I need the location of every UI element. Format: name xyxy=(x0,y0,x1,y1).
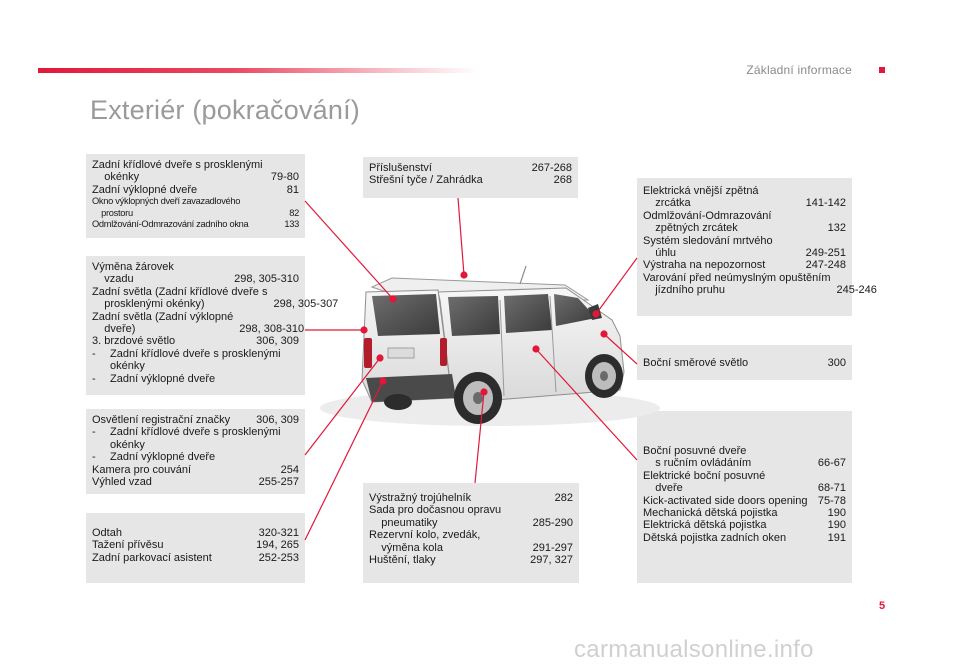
entry-text: Zadní světla (Zadní křídlové dveře s prosklenými okénky) xyxy=(92,285,268,311)
entry-text: Okno výklopných dveří zavazadlového prostoru xyxy=(92,196,241,218)
rear-window xyxy=(372,294,440,336)
entry-page-ref: 190 xyxy=(827,519,846,532)
sub-entry-text: Zadní výklopné dveře xyxy=(110,451,216,464)
watermark: carmanualsonline.info xyxy=(574,636,814,663)
entry-page-ref: 190 xyxy=(827,507,846,520)
entry-page-ref: 247-248 xyxy=(805,259,846,272)
entry-text: Zadní výklopné dveře xyxy=(92,183,198,196)
entry-text: Tažení přívěsu xyxy=(92,539,164,552)
entry-text: Huštění, tlaky xyxy=(369,554,436,567)
entry-text: Systém sledování mrtvého úhlu xyxy=(643,234,773,260)
entry-text: Elektrické boční posuvné dveře xyxy=(643,469,766,495)
entry-page-ref: 254 xyxy=(280,463,299,476)
entry-text: Kick-activated side doors opening xyxy=(643,494,808,507)
sub-entry-dash: - xyxy=(92,347,96,360)
callout-line-accessories xyxy=(458,198,464,275)
entry-page-ref: 298, 305-310 xyxy=(234,273,299,286)
entry-text: Odmlžování-Odmrazování zpětných zrcátek xyxy=(643,209,772,235)
callout-line-mirrors xyxy=(596,258,637,314)
entry-text: Elektrická dětská pojistka xyxy=(643,519,767,532)
sub-entry-dash: - xyxy=(92,372,96,385)
entry-page-ref: 298, 308-310 xyxy=(239,323,305,336)
sub-entry-text: Zadní výklopné dveře xyxy=(110,372,216,385)
callout-dot-mirrors xyxy=(593,311,599,317)
entry-text: Výhled vzad xyxy=(92,476,152,489)
entry-text: Výstražný trojúhelník xyxy=(369,492,472,504)
page-number: 5 xyxy=(879,600,886,612)
rear-light-right xyxy=(440,338,447,366)
entry-page-ref: 282 xyxy=(554,492,573,504)
entry-text: Výměna žárovek vzadu xyxy=(92,261,174,286)
entry-page-ref: 285-290 xyxy=(532,516,573,529)
callout-dot-plate xyxy=(377,355,383,361)
entry-page-ref: 300 xyxy=(827,357,846,369)
entry-page-ref: 81 xyxy=(286,183,299,196)
entry-page-ref: 75-78 xyxy=(817,494,846,507)
entry-page-ref: 133 xyxy=(284,219,299,230)
callout-line-rear-doors xyxy=(305,201,393,299)
entry-page-ref: 320-321 xyxy=(258,527,299,539)
entry-text: Odmlžování-Odmrazování zadního okna xyxy=(92,219,249,230)
entry-page-ref: 191 xyxy=(827,531,846,544)
side-window-rear xyxy=(448,296,500,336)
entry-page-ref: 79-80 xyxy=(270,171,299,184)
entry-text: 3. brzdové světlo xyxy=(92,335,176,348)
entry-text: Střešní tyče / Zahrádka xyxy=(369,174,483,187)
entry-page-ref: 267-268 xyxy=(531,162,572,174)
entry-text: Výstraha na nepozornost xyxy=(643,259,766,272)
antenna xyxy=(520,266,526,284)
entry-page-ref: 306, 309 xyxy=(256,335,299,348)
entry-text: Sada pro dočasnou opravu pneumatiky xyxy=(369,504,502,529)
sub-entry-text: Zadní křídlové dveře s prosklenými okénky xyxy=(110,426,281,451)
entry-text: Dětská pojistka zadních oken xyxy=(643,531,787,544)
entry-text: Varování před neúmyslným opuštěním jízdního pruhu xyxy=(643,271,831,297)
entry-text: Rezervní kolo, zvedák, výměna kola xyxy=(369,529,481,554)
sub-entry-dash: - xyxy=(92,426,96,439)
entry-page-ref: 82 xyxy=(289,207,299,218)
side-window-middle xyxy=(504,294,552,333)
callout-dot-sliding xyxy=(533,346,539,352)
callout-dot-rear-doors xyxy=(390,296,396,302)
page-title: Exteriér (pokračování) xyxy=(90,95,360,125)
entry-page-ref: 68-71 xyxy=(817,482,846,495)
entry-text: Příslušenství xyxy=(369,162,432,174)
entry-text: Boční směrové světlo xyxy=(643,357,749,369)
entry-text: Mechanická dětská pojistka xyxy=(643,507,778,520)
front-wheel xyxy=(585,354,623,398)
entry-text: Zadní světla (Zadní výklopné dveře) xyxy=(92,310,234,336)
entry-text: Odtah xyxy=(92,527,122,539)
entry-page-ref: 245-246 xyxy=(836,284,877,297)
entry-page-ref: 66-67 xyxy=(817,457,846,470)
license-plate xyxy=(388,348,414,358)
entry-text: Boční posuvné dveře s ručním ovládáním xyxy=(643,445,752,470)
entry-text: Zadní křídlové dveře s prosklenými okénky xyxy=(92,159,263,184)
entry-text: Osvětlení registrační značky xyxy=(92,414,231,426)
entry-text: Elektrická vnější zpětná zrcátka xyxy=(643,185,759,210)
entry-text: Zadní parkovací asistent xyxy=(92,551,212,564)
entry-page-ref: 297, 327 xyxy=(530,554,573,567)
callout-dot-bulbs xyxy=(361,327,367,333)
sub-entry-dash: - xyxy=(92,451,96,464)
callout-dot-emergency xyxy=(481,389,487,395)
entry-page-ref: 306, 309 xyxy=(256,414,299,426)
rear-light-left xyxy=(364,338,372,368)
rear-wheel xyxy=(454,372,502,424)
callout-dot-indicator xyxy=(601,331,607,337)
entry-page-ref: 298, 305-307 xyxy=(273,298,339,311)
entry-page-ref: 291-297 xyxy=(532,541,573,554)
entry-page-ref: 252-253 xyxy=(258,551,299,564)
section-title: Základní informace xyxy=(746,63,852,77)
entry-page-ref: 132 xyxy=(827,222,846,235)
callout-dot-accessories xyxy=(461,272,467,278)
rear-wheel-left xyxy=(384,394,412,410)
callout-dot-towing xyxy=(380,378,386,384)
entry-page-ref: 268 xyxy=(553,174,572,187)
sub-entry-text: Zadní křídlové dveře s prosklenými okénky xyxy=(110,347,281,373)
entry-page-ref: 194, 265 xyxy=(256,539,299,552)
entry-page-ref: 249-251 xyxy=(805,247,846,260)
entry-text: Kamera pro couvání xyxy=(92,463,192,476)
entry-page-ref: 255-257 xyxy=(258,476,299,489)
entry-page-ref: 141-142 xyxy=(805,197,846,210)
